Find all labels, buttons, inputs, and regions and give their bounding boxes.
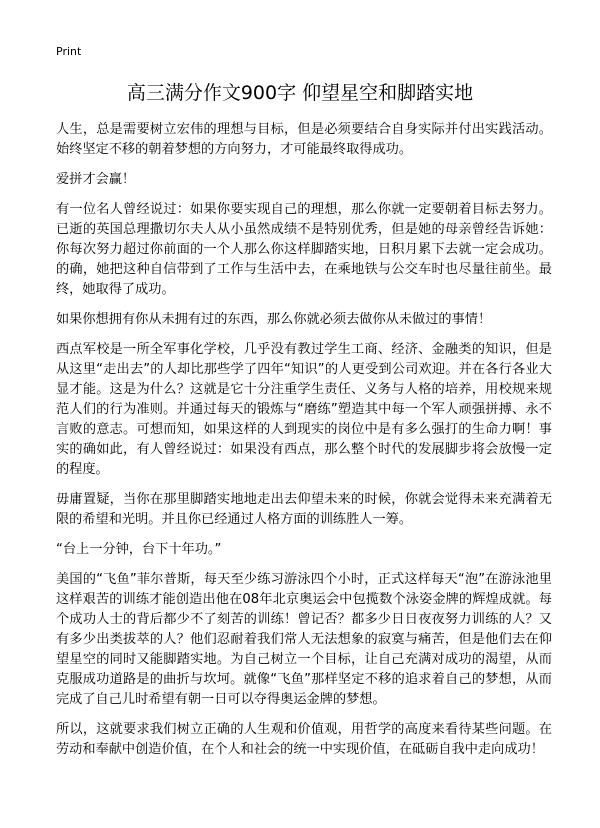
paragraph-7: “台上一分钟，台下十年功。” <box>56 542 222 557</box>
paragraph-2: 爱拼才会赢！ <box>56 172 136 187</box>
paragraph-3: 有一位名人曾经说过：如果你要实现自己的理想，那么你就一定要朝着目标去努力。已逝的英国总理撒切尔夫人从小虽然成绩不是特别优秀，但是她的母亲曾经告诉她：你每次努力超过你前面的一个人那么你这样脚踏实地，日积月累下去就一定会成功。的确，她把这种自信带到了工作与生活中去，在乘地铁与公交车时也尽量往前坐。最终，她取得了成功。 <box>56 202 552 297</box>
paragraph-8: 美国的“飞鱼”菲尔普斯，每天至少练习游泳四个小时，正式这样每天“泡”在游泳池里这样艰苦的训练才能创造出他在08年北京奥运会中包揽数个泳姿金牌的辉煌成就。每个成功人士的背后都少不了刻苦的训练！曾记否？都多少日日夜夜努力训练的人？又有多少出类拔萃的人？他们忍耐着我们常人无法想象的寂寞与痛苦，但是他们去在仰望星空的同时又能脚踏实地。为自己树立一个目标，让自己充满对成功的渴望，从而克服成功道路是的曲折与坎坷。就像“飞鱼”那样坚定不移的追求着自己的梦想，从而完成了自己儿时希望有朝一日可以夺得奥运金牌的梦想。 <box>56 572 552 707</box>
print-link[interactable]: Print <box>56 45 82 58</box>
paragraph-9: 所以，这就要求我们树立正确的人生观和价值观，用哲学的高度来看待某些问题。在劳动和奉献中创造价值，在个人和社会的统一中实现价值，在砥砺自我中走向成功！ <box>56 722 552 757</box>
article-title: 高三满分作文900字 仰望星空和脚踏实地 <box>126 82 474 104</box>
paragraph-6: 毋庸置疑，当你在那里脚踏实地地走出去仰望未来的时候，你就会觉得未来充满着无限的希望和光明。并且你已经通过人格方面的训练胜人一筹。 <box>56 492 552 527</box>
paragraph-4: 如果你想拥有你从未拥有过的东西，那么你就必须去做你从未做过的事情！ <box>56 312 492 327</box>
paragraph-1: 人生，总是需要树立宏伟的理想与目标，但是必须要结合自身实际并付出实践活动。始终坚定不移的朝着梦想的方向努力，才可能最终取得成功。 <box>56 122 552 157</box>
paragraph-5: 西点军校是一所全军事化学校，几乎没有教过学生工商、经济、金融类的知识，但是从这里“走出去”的人却比那些学了四年“知识”的人更受到公司欢迎。并在各行各业大显才能。这是为什么？这就是它十分注重学生责任、义务与人格的培养，用校规来规范人们的行为准则。并通过每天的锻炼与“磨练”塑造其中每一个军人顽强拼搏、永不言败的意志。可想而知，如果这样的人到现实的岗位中是有多么强打的生命力啊！事实的确如此，有人曾经说过：如果没有西点，那么整个时代的发展脚步将会放慢一定的程度。 <box>56 342 552 477</box>
article-body <box>56 120 552 770</box>
